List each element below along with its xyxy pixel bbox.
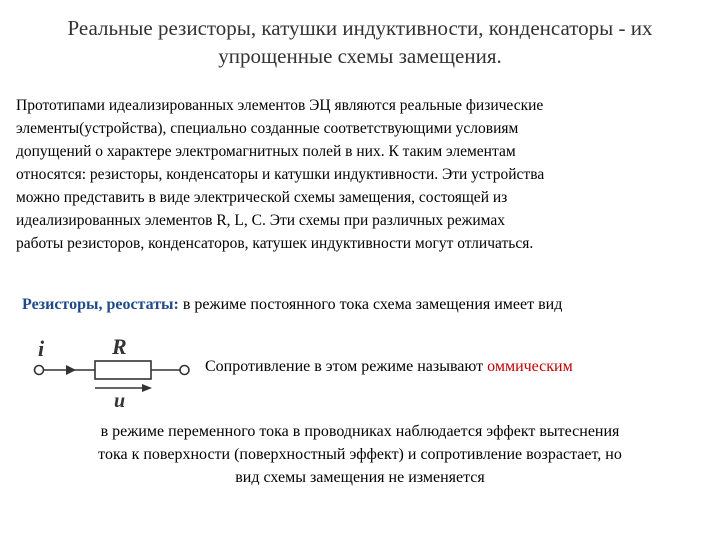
left-terminal <box>35 366 44 375</box>
title-line-1: Реальные резисторы, катушки индуктивности, конденсаторы - их <box>67 16 653 40</box>
current-arrow-icon <box>66 365 76 375</box>
intro-line: допущений о характере электромагнитных полей в них. К таким элементам <box>16 143 516 160</box>
intro-line: элементы(устройства), специально созданные соответствующими условиям <box>16 120 519 137</box>
current-symbol: i <box>38 336 45 361</box>
voltage-arrow-icon <box>142 384 152 392</box>
resistor-body <box>95 361 151 379</box>
ac-line: вид схемы замещения не изменяется <box>235 469 485 486</box>
intro-line: Прототипами идеализированных элементов ЭЦ являются реальные физические <box>16 97 544 114</box>
ohmic-highlight: оммическим <box>487 358 573 375</box>
resistor-equivalent-circuit <box>30 330 195 410</box>
resistor-symbol: R <box>112 334 127 359</box>
resistors-text: в режиме постоянного тока схема замещения имеет вид <box>178 296 563 313</box>
intro-line: можно представить в виде электрической схемы замещения, состоящей из <box>16 189 508 206</box>
ac-line: тока к поверхности (поверхностный эффект) и сопротивление возрастает, но <box>98 446 622 463</box>
resistors-label: Резисторы, реостаты: <box>22 296 179 313</box>
ohmic-line <box>205 356 573 378</box>
intro-line: работы резисторов, конденсаторов, катушек индуктивности могут отличаться. <box>16 235 534 252</box>
voltage-symbol: u <box>114 390 126 410</box>
resistors-line <box>22 294 712 316</box>
intro-line: идеализированных элементов R, L, C. Эти схемы при различных режимах <box>16 212 505 229</box>
ac-paragraph <box>0 420 720 489</box>
ac-line: в режиме переменного тока в проводниках наблюдается эффект вытеснения <box>100 423 620 440</box>
right-terminal <box>180 366 189 375</box>
intro-paragraph <box>16 94 706 255</box>
slide-title <box>0 14 720 70</box>
title-line-2: упрощенные схемы замещения. <box>218 44 502 68</box>
ohmic-text: Сопротивление в этом режиме называют <box>205 358 488 375</box>
intro-line: относятся: резисторы, конденсаторы и катушки индуктивности. Эти устройства <box>16 166 545 183</box>
